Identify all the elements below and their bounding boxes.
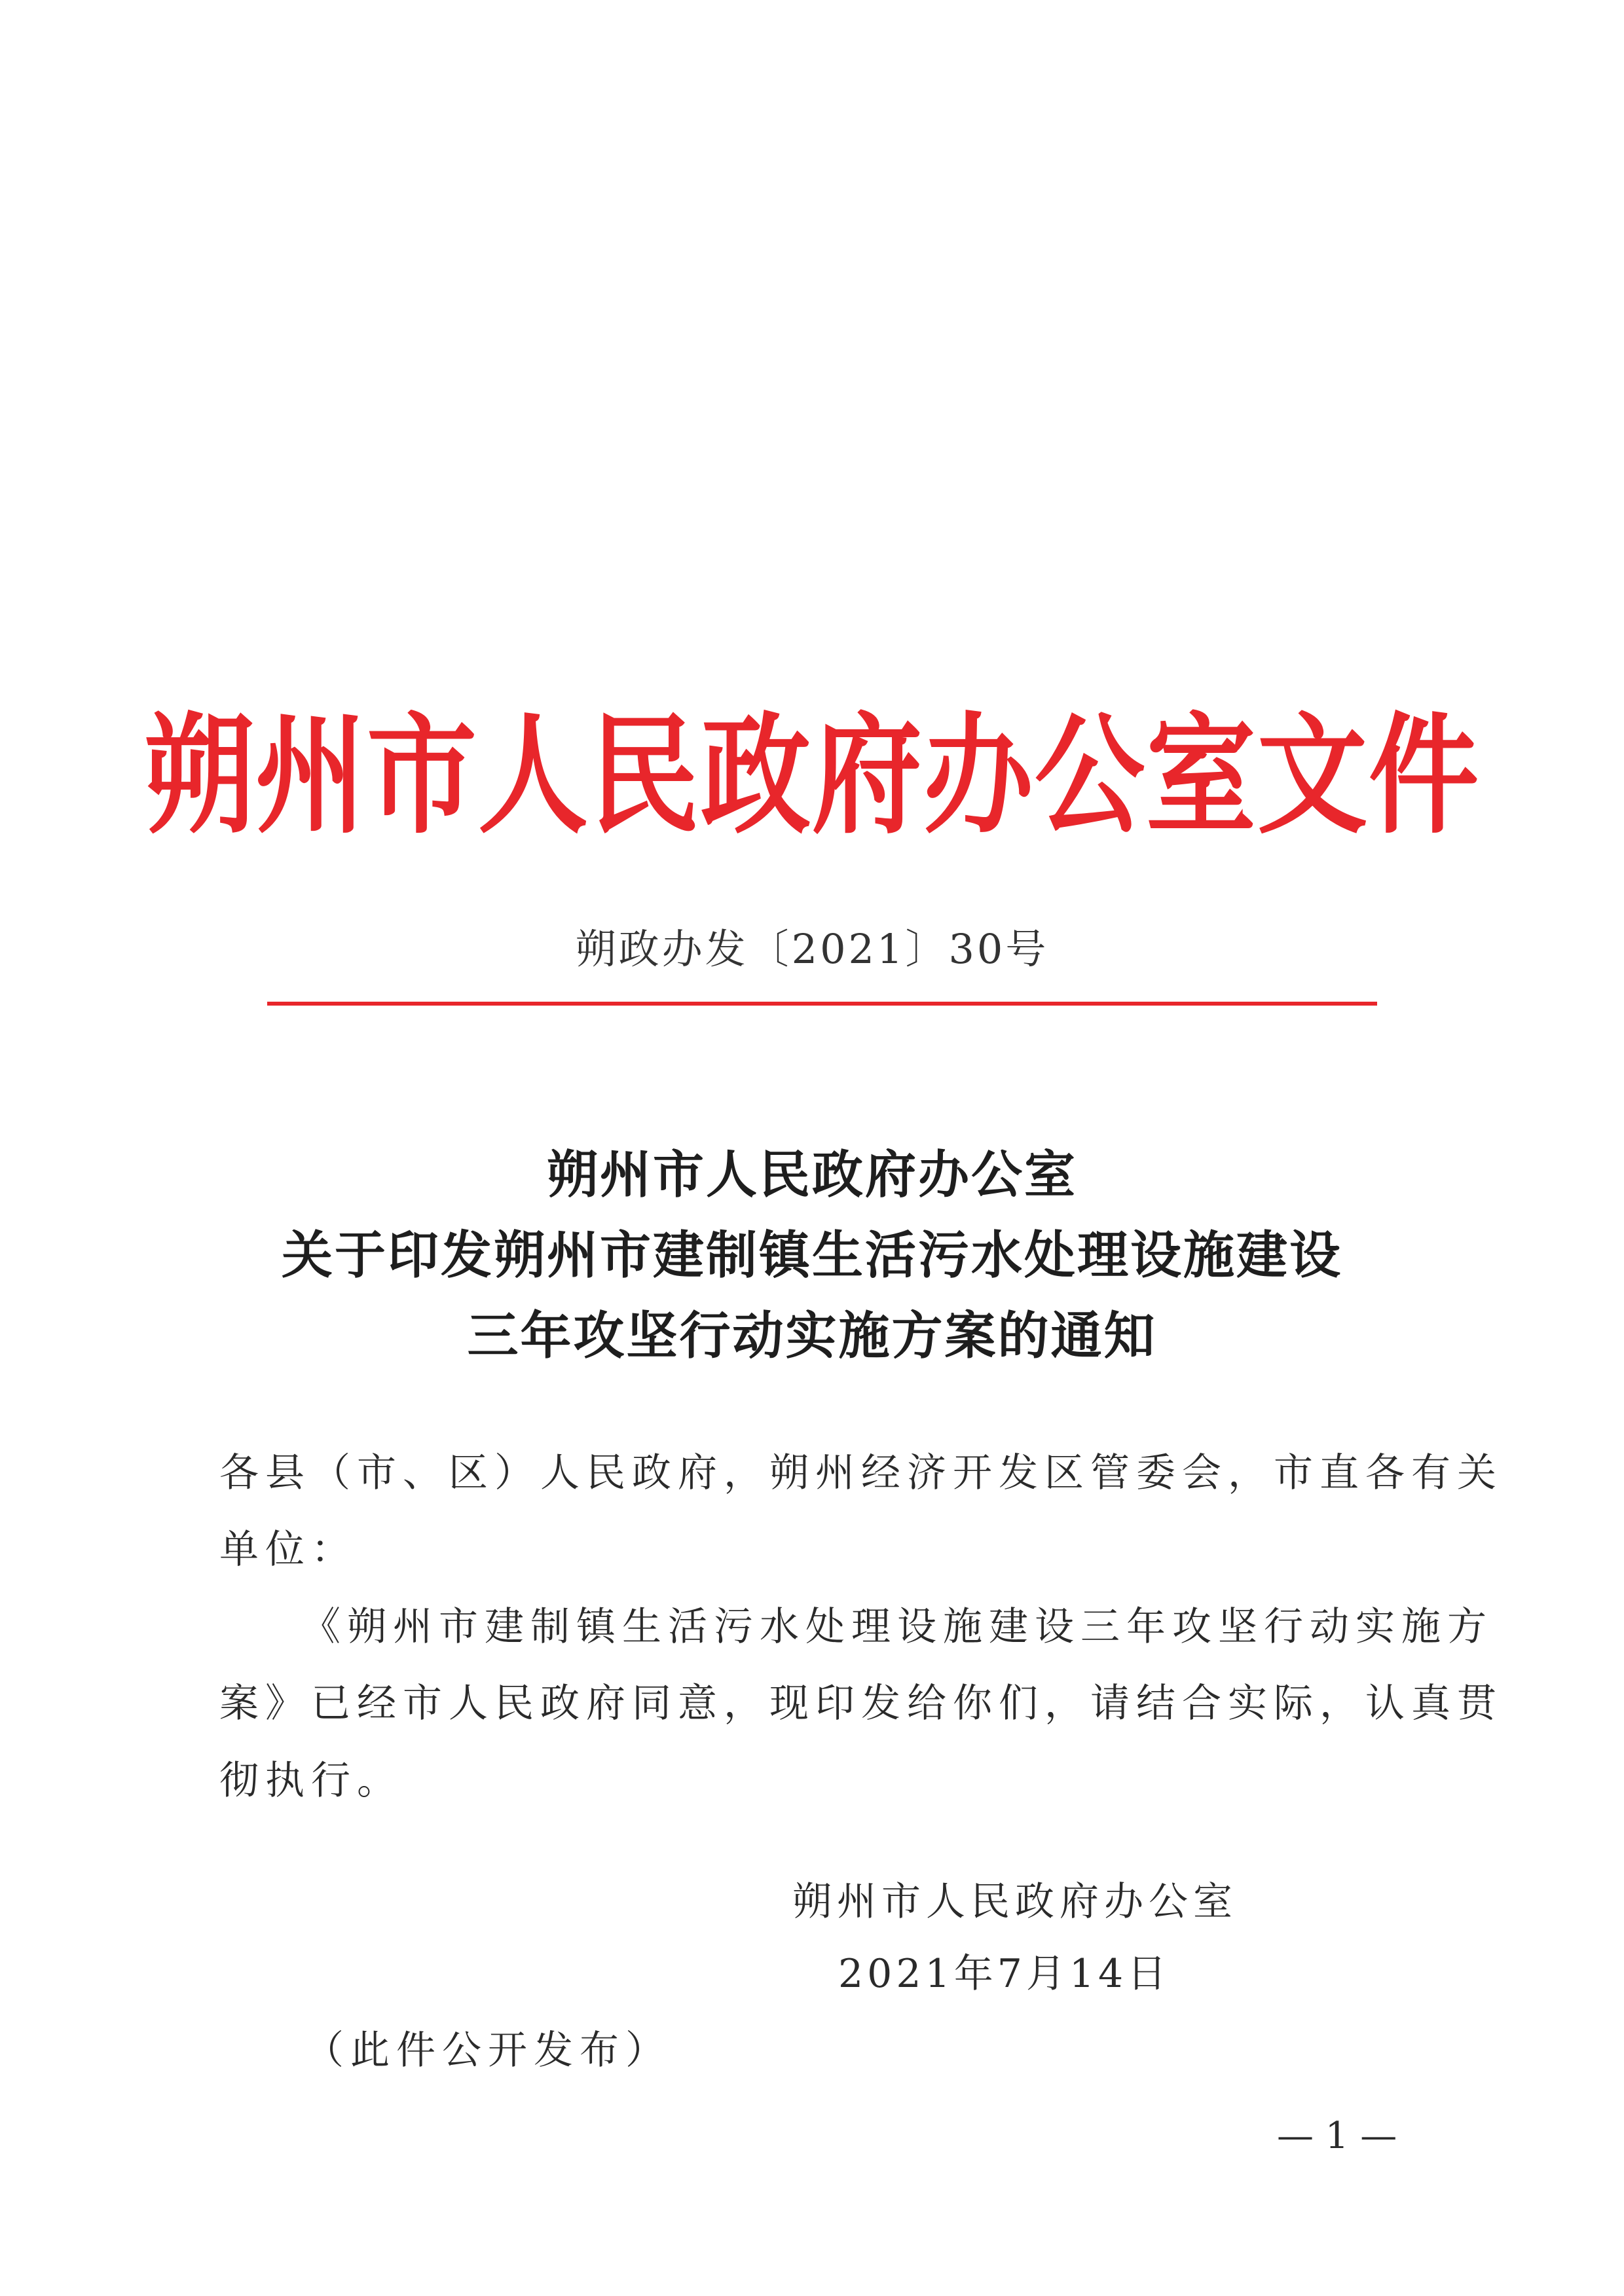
document-number: 朔政办发〔2021〕30号: [575, 925, 1049, 973]
body-paragraph-line-3: 彻执行。: [219, 1758, 403, 1804]
red-separator-line: [267, 1002, 1377, 1006]
salutation-line-2: 单位：: [219, 1527, 357, 1573]
body-paragraph-line-1: 《朔州市建制镇生活污水处理设施建设三年攻坚行动实施方: [301, 1604, 1493, 1650]
disclosure-note: （此件公开发布）: [304, 2028, 671, 2073]
document-title-line-3: 三年攻坚行动实施方案的通知: [467, 1307, 1157, 1366]
document-title-line-2: 关于印发朔州市建制镇生活污水处理设施建设: [281, 1226, 1342, 1285]
issuer-signature: 朔州市人民政府办公室: [792, 1879, 1238, 1925]
page-number: — 1 —: [1277, 2115, 1397, 2157]
issue-date: 2021年7月14日: [838, 1951, 1171, 1997]
body-paragraph-line-2: 案》已经市人民政府同意，现印发给你们，请结合实际，认真贯: [219, 1681, 1503, 1726]
salutation-line-1: 各县（市、区）人民政府，朔州经济开发区管委会，市直各有关: [219, 1450, 1503, 1496]
document-title-line-1: 朔州市人民政府办公室: [546, 1146, 1077, 1205]
masthead-title: 朔州市人民政府办公室文件: [144, 699, 1480, 852]
